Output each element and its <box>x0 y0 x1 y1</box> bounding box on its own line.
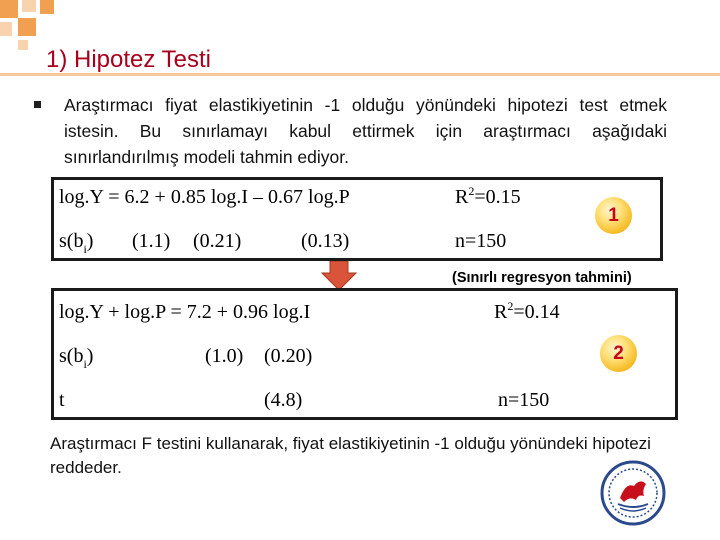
model1-se-label: $s(b_i)$ <box>59 230 94 256</box>
model2-t-value: (4.8) <box>264 389 303 411</box>
model1-se-3: (0.13) <box>301 230 350 252</box>
page-title: 1) Hipotez Testi <box>46 46 211 73</box>
model2-equation: log.Y + log.P = 7.2 + 0.96 log.I <box>59 301 311 323</box>
title-rule <box>0 73 720 76</box>
bullet-text: Araştırmacı fiyat elastikiyetinin -1 olduğu yönündeki hipotezi test etmek istesin. Bu sınırlamayı kabul ettirmek için araştırmacı aşağıdaki sınırlandırılmış modeli tahmin ediyor. <box>64 95 667 167</box>
restricted-regression-label: (Sınırlı regresyon tahmini) <box>452 270 632 286</box>
model1-se-2: (0.21) <box>193 230 242 252</box>
down-arrow-icon <box>321 261 357 291</box>
model1-r2: $R^2=0.15$ <box>455 184 521 208</box>
model2-se-2: (0.20) <box>264 345 313 367</box>
model1-se-1: (1.1) <box>132 230 171 252</box>
model2-se-label: $s(b_i)$ <box>59 345 94 371</box>
square-bullet-icon <box>34 101 41 108</box>
model2-se-1: (1.0) <box>205 345 244 367</box>
conclusion-text: Araştırmacı F testini kullanarak, fiyat elastikiyetinin -1 olduğu yönündeki hipotezi reddeder. <box>50 434 651 477</box>
badge-2: 2 <box>600 335 637 372</box>
model2-r2: $R^2=0.14$ <box>494 299 560 323</box>
model1-equation: log.Y = 6.2 + 0.85 log.I – 0.67 log.P <box>59 186 350 208</box>
model2-n: n=150 <box>498 389 550 411</box>
badge-1: 1 <box>595 197 632 234</box>
model1-n: n=150 <box>455 230 507 252</box>
model2-t-label: t <box>59 389 65 411</box>
university-logo-icon <box>600 460 666 526</box>
